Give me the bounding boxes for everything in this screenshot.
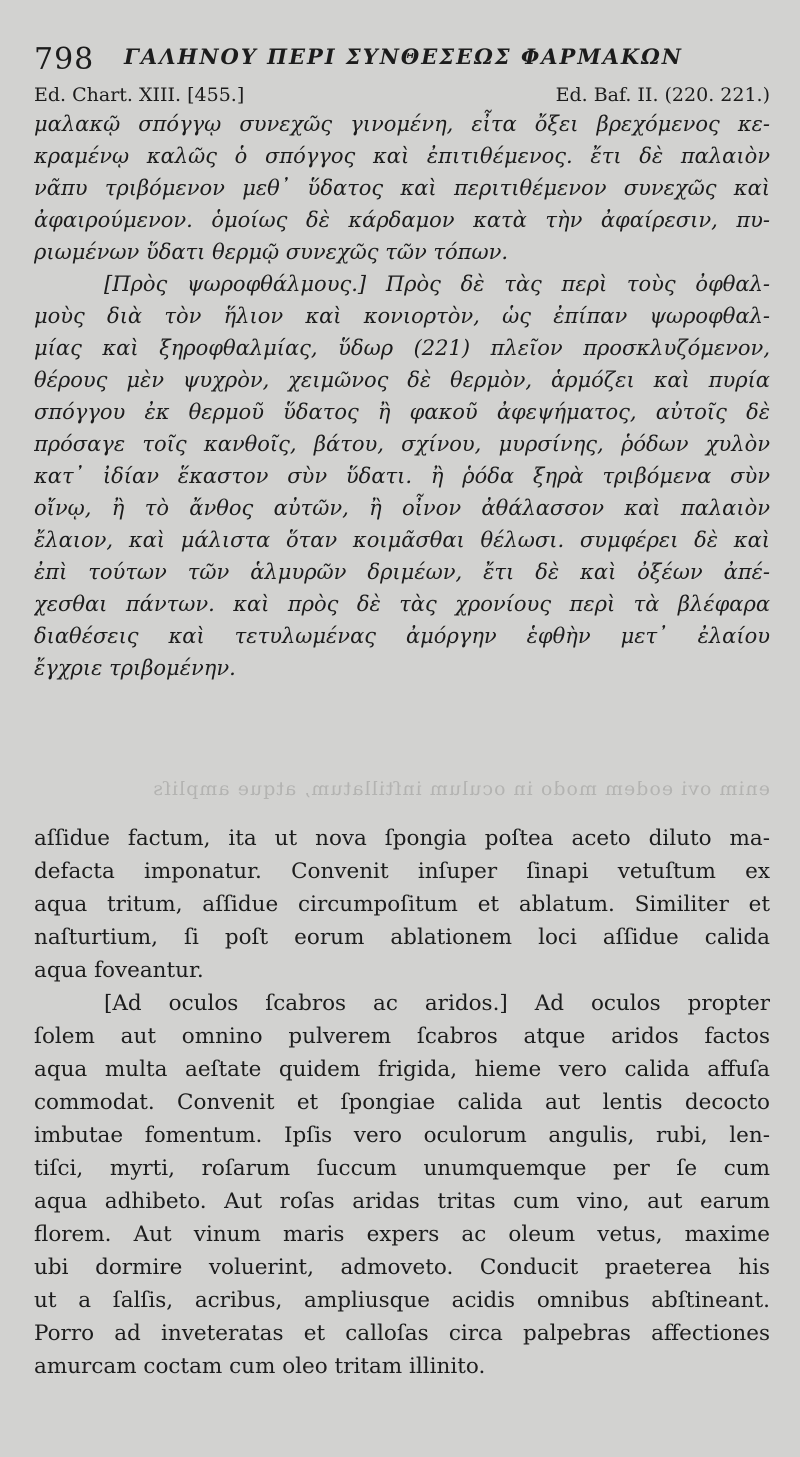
text-line: ſolem aut omnino pulverem ſcabros atque aridos factos: [34, 1024, 770, 1049]
page-header: [34, 40, 770, 84]
text-line: commodat. Convenit et ſpongiae calida aut lentis decocto: [34, 1090, 770, 1115]
text-line: [Ad oculos ſcabros ac aridos.] Ad oculos propter: [104, 991, 770, 1016]
text-line: Porro ad inveteratas et calloſas circa palpebras affectiones: [34, 1321, 770, 1346]
text-line: ubi dormire voluerint, admoveto. Conducit praeterea his: [34, 1255, 770, 1280]
text-line: imbutae fomentum. Ipſis vero oculorum angulis, rubi, len-: [34, 1123, 770, 1148]
text-line: ριωμένων ὕδατι θερμῷ συνεχῶς τῶν τόπων.: [34, 240, 509, 264]
text-line: θέρους μὲν ψυχρὸν, χειμῶνος δὲ θερμὸν, ἁρμόζει καὶ πυρία: [34, 368, 770, 392]
text-line: νᾶπυ τριβόμενον μεθ᾽ ὕδατος καὶ περιτιθέμενον συνεχῶς καὶ: [34, 176, 770, 200]
text-line: μοὺς διὰ τὸν ἥλιον καὶ κονιορτὸν, ὡς ἐπίπαν ψωροφθαλ-: [34, 304, 770, 328]
text-line: χεσθαι πάντων. καὶ πρὸς δὲ τὰς χρονίους περὶ τὰ βλέφαρα: [34, 592, 770, 616]
text-line: aqua adhibeto. Aut roſas aridas tritas cum vino, aut earum: [34, 1189, 770, 1214]
text-line: naſturtium, ſi poſt eorum ablationem loci aſſidue calida: [34, 925, 770, 950]
text-line: aſſidue factum, ita ut nova ſpongia poſtea aceto diluto ma-: [34, 826, 770, 851]
latin-text-block: [34, 822, 770, 1383]
page-number: 798: [34, 42, 95, 77]
text-line: aqua multa aeſtate quidem frigida, hieme vero calida affuſa: [34, 1057, 770, 1082]
text-line: aqua foveantur.: [34, 958, 204, 983]
running-title: ΓΑΛΗΝΟΥ ΠΕΡΙ ΣΥΝΘΕΣΕΩΣ ΦΑΡΜΑΚΩΝ: [124, 44, 683, 69]
text-line: [Πρὸς ψωροφθάλμους.] Πρὸς δὲ τὰς περὶ τοὺς ὀφθαλ-: [104, 272, 770, 296]
edition-chartier-ref: Ed. Chart. XIII. [455.]: [34, 84, 245, 106]
text-line: μαλακῷ σπόγγῳ συνεχῶς γινομένη, εἶτα ὄξει βρεχόμενος κε-: [34, 112, 770, 136]
text-line: κατ᾽ ἰδίαν ἕκαστον σὺν ὕδατι. ἢ ῥόδα ξηρὰ τριβόμενα σὺν: [34, 464, 770, 488]
text-line: ἀφαιρούμενον. ὁμοίως δὲ κάρδαμον κατὰ τὴν ἀφαίρεσιν, πυ-: [34, 208, 770, 232]
edition-basel-ref: Ed. Baf. II. (220. 221.): [555, 84, 770, 106]
text-line: μίας καὶ ξηροφθαλμίας, ὕδωρ (221) πλεῖον προσκλυζόμενον,: [34, 336, 770, 360]
text-line: amurcam coctam cum oleo tritam illinito.: [34, 1354, 486, 1379]
text-line: ἔγχριε τριβομένην.: [34, 656, 236, 680]
show-through-bleed: enim ovi eodem modo in oculum inſtillatum, atque ampliſs: [152, 778, 770, 800]
text-line: πρόσαγε τοῖς κανθοῖς, βάτου, σχίνου, μυρσίνης, ῥόδων χυλὸν: [34, 432, 770, 456]
text-line: σπόγγου ἐκ θερμοῦ ὕδατος ἢ φακοῦ ἀφεψήματος, αὐτοῖς δὲ: [34, 400, 770, 424]
text-line: ἐπὶ τούτων τῶν ἁλμυρῶν δριμέων, ἔτι δὲ καὶ ὀξέων ἀπέ-: [34, 560, 770, 584]
text-line: florem. Aut vinum maris expers ac oleum vetus, maxime: [34, 1222, 770, 1247]
greek-text-block: [34, 108, 770, 684]
text-line: διαθέσεις καὶ τετυλωμένας ἀμόργην ἑφθὴν μετ᾽ ἐλαίου: [34, 624, 770, 648]
text-line: defacta imponatur. Convenit inſuper ſinapi vetuſtum ex: [34, 859, 770, 884]
text-line: κραμένῳ καλῶς ὁ σπόγγος καὶ ἐπιτιθέμενος. ἔτι δὲ παλαιὸν: [34, 144, 770, 168]
text-line: οἴνῳ, ἢ τὸ ἄνθος αὐτῶν, ἢ οἶνον ἀθάλασσον καὶ παλαιὸν: [34, 496, 770, 520]
text-line: ἔλαιον, καὶ μάλιστα ὅταν κοιμᾶσθαι θέλωσι. συμφέρει δὲ καὶ: [34, 528, 770, 552]
text-line: aqua tritum, aſſidue circumpoſitum et ablatum. Similiter et: [34, 892, 770, 917]
edition-reference-line: [34, 84, 770, 110]
text-line: tiſci, myrti, roſarum ſuccum unumquemque per ſe cum: [34, 1156, 770, 1181]
text-line: ut a ſalſis, acribus, ampliusque acidis omnibus abſtineant.: [34, 1288, 770, 1313]
